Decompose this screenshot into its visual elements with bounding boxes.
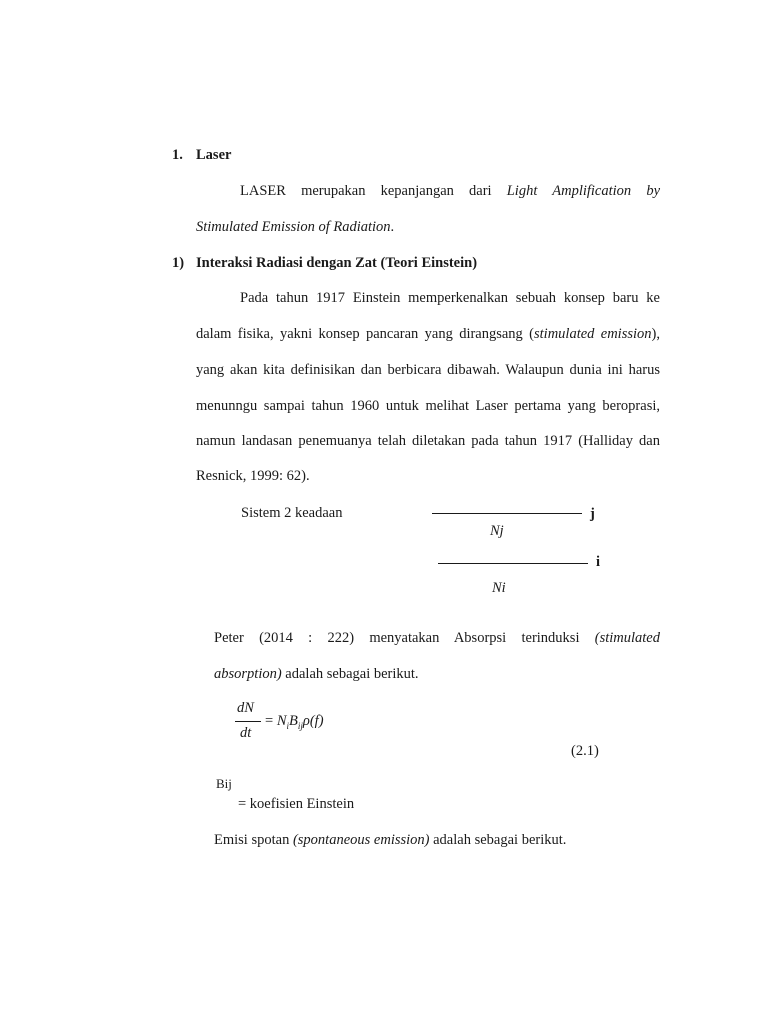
absorption-line1 — [214, 630, 660, 647]
equation-equals: = — [265, 713, 277, 729]
diagram-caption: Sistem 2 keadaan — [241, 505, 343, 521]
lower-level-label: i — [596, 554, 601, 570]
laser-def-period: . — [390, 219, 395, 235]
laser-definition-line1 — [240, 183, 660, 200]
upper-energy-level-line — [432, 513, 582, 514]
spontaneous-text-2: adalah sebagai berikut. — [429, 832, 567, 848]
equation-rhs — [265, 713, 324, 731]
stimulated-emission-term: stimulated emission — [534, 326, 652, 342]
absorption-text-2: adalah sebagai berikut. — [281, 666, 419, 682]
lower-population-label: Ni — [492, 580, 506, 596]
equation-denominator: dt — [240, 725, 252, 741]
equation-f: (f) — [309, 713, 324, 729]
einstein-text: dalam fisika, yakni konsep pancaran yang dirangsang ( — [196, 326, 534, 342]
equation-N-sub: i — [286, 720, 289, 731]
section-number-1: 1. — [172, 147, 183, 163]
equation-B: B — [289, 713, 298, 729]
spontaneous-italic: (spontaneous emission) — [292, 832, 430, 848]
upper-population-label: Nj — [490, 523, 504, 539]
equation-numerator: dN — [237, 700, 254, 716]
absorption-text: Peter (2014 : 222) menyatakan Absorpsi terinduksi — [214, 630, 595, 646]
einstein-para-line2 — [196, 326, 660, 343]
definition-text: = koefisien Einstein — [238, 796, 355, 812]
absorption-line2 — [214, 666, 419, 683]
laser-def-italic: Light Amplification by — [506, 183, 661, 199]
absorption-italic-2: absorption) — [214, 666, 282, 682]
spontaneous-line — [214, 832, 566, 849]
laser-definition-line2 — [196, 219, 394, 236]
absorption-italic: (stimulated — [594, 630, 660, 646]
equation-rho: ρ — [302, 713, 310, 729]
section-title-laser: Laser — [196, 147, 232, 163]
equation-B-sub: ij — [297, 720, 303, 731]
equation-N: N — [276, 713, 287, 729]
equation-number: (2.1) — [571, 743, 599, 759]
spontaneous-text: Emisi spotan — [214, 832, 293, 848]
lower-energy-level-line — [438, 563, 588, 564]
einstein-para-line6: Resnick, 1999: 62). — [196, 468, 310, 484]
einstein-para-line5: namun landasan penemuanya telah diletakan pada tahun 1917 (Halliday dan — [196, 433, 660, 449]
einstein-para-line1: Pada tahun 1917 Einstein memperkenalkan sebuah konsep baru ke — [240, 290, 660, 306]
einstein-para-line3: yang akan kita definisikan dan berbicara dibawah. Walaupun dunia ini harus — [196, 362, 660, 378]
definition-symbol: Bij — [216, 776, 232, 791]
section-number-1-paren: 1) — [172, 255, 185, 271]
einstein-para-line4: menunngu sampai tahun 1960 untuk melihat Laser pertama yang beroprasi, — [196, 398, 660, 414]
section-title-interaksi: Interaksi Radiasi dengan Zat (Teori Einstein) — [196, 255, 478, 271]
laser-def-italic-2: Stimulated Emission of Radiation — [196, 219, 391, 235]
laser-def-text: LASER merupakan kepanjangan dari — [240, 183, 507, 199]
upper-level-label: j — [590, 506, 595, 522]
einstein-text-close: ), — [651, 326, 660, 342]
equation-fraction-bar — [235, 721, 261, 722]
